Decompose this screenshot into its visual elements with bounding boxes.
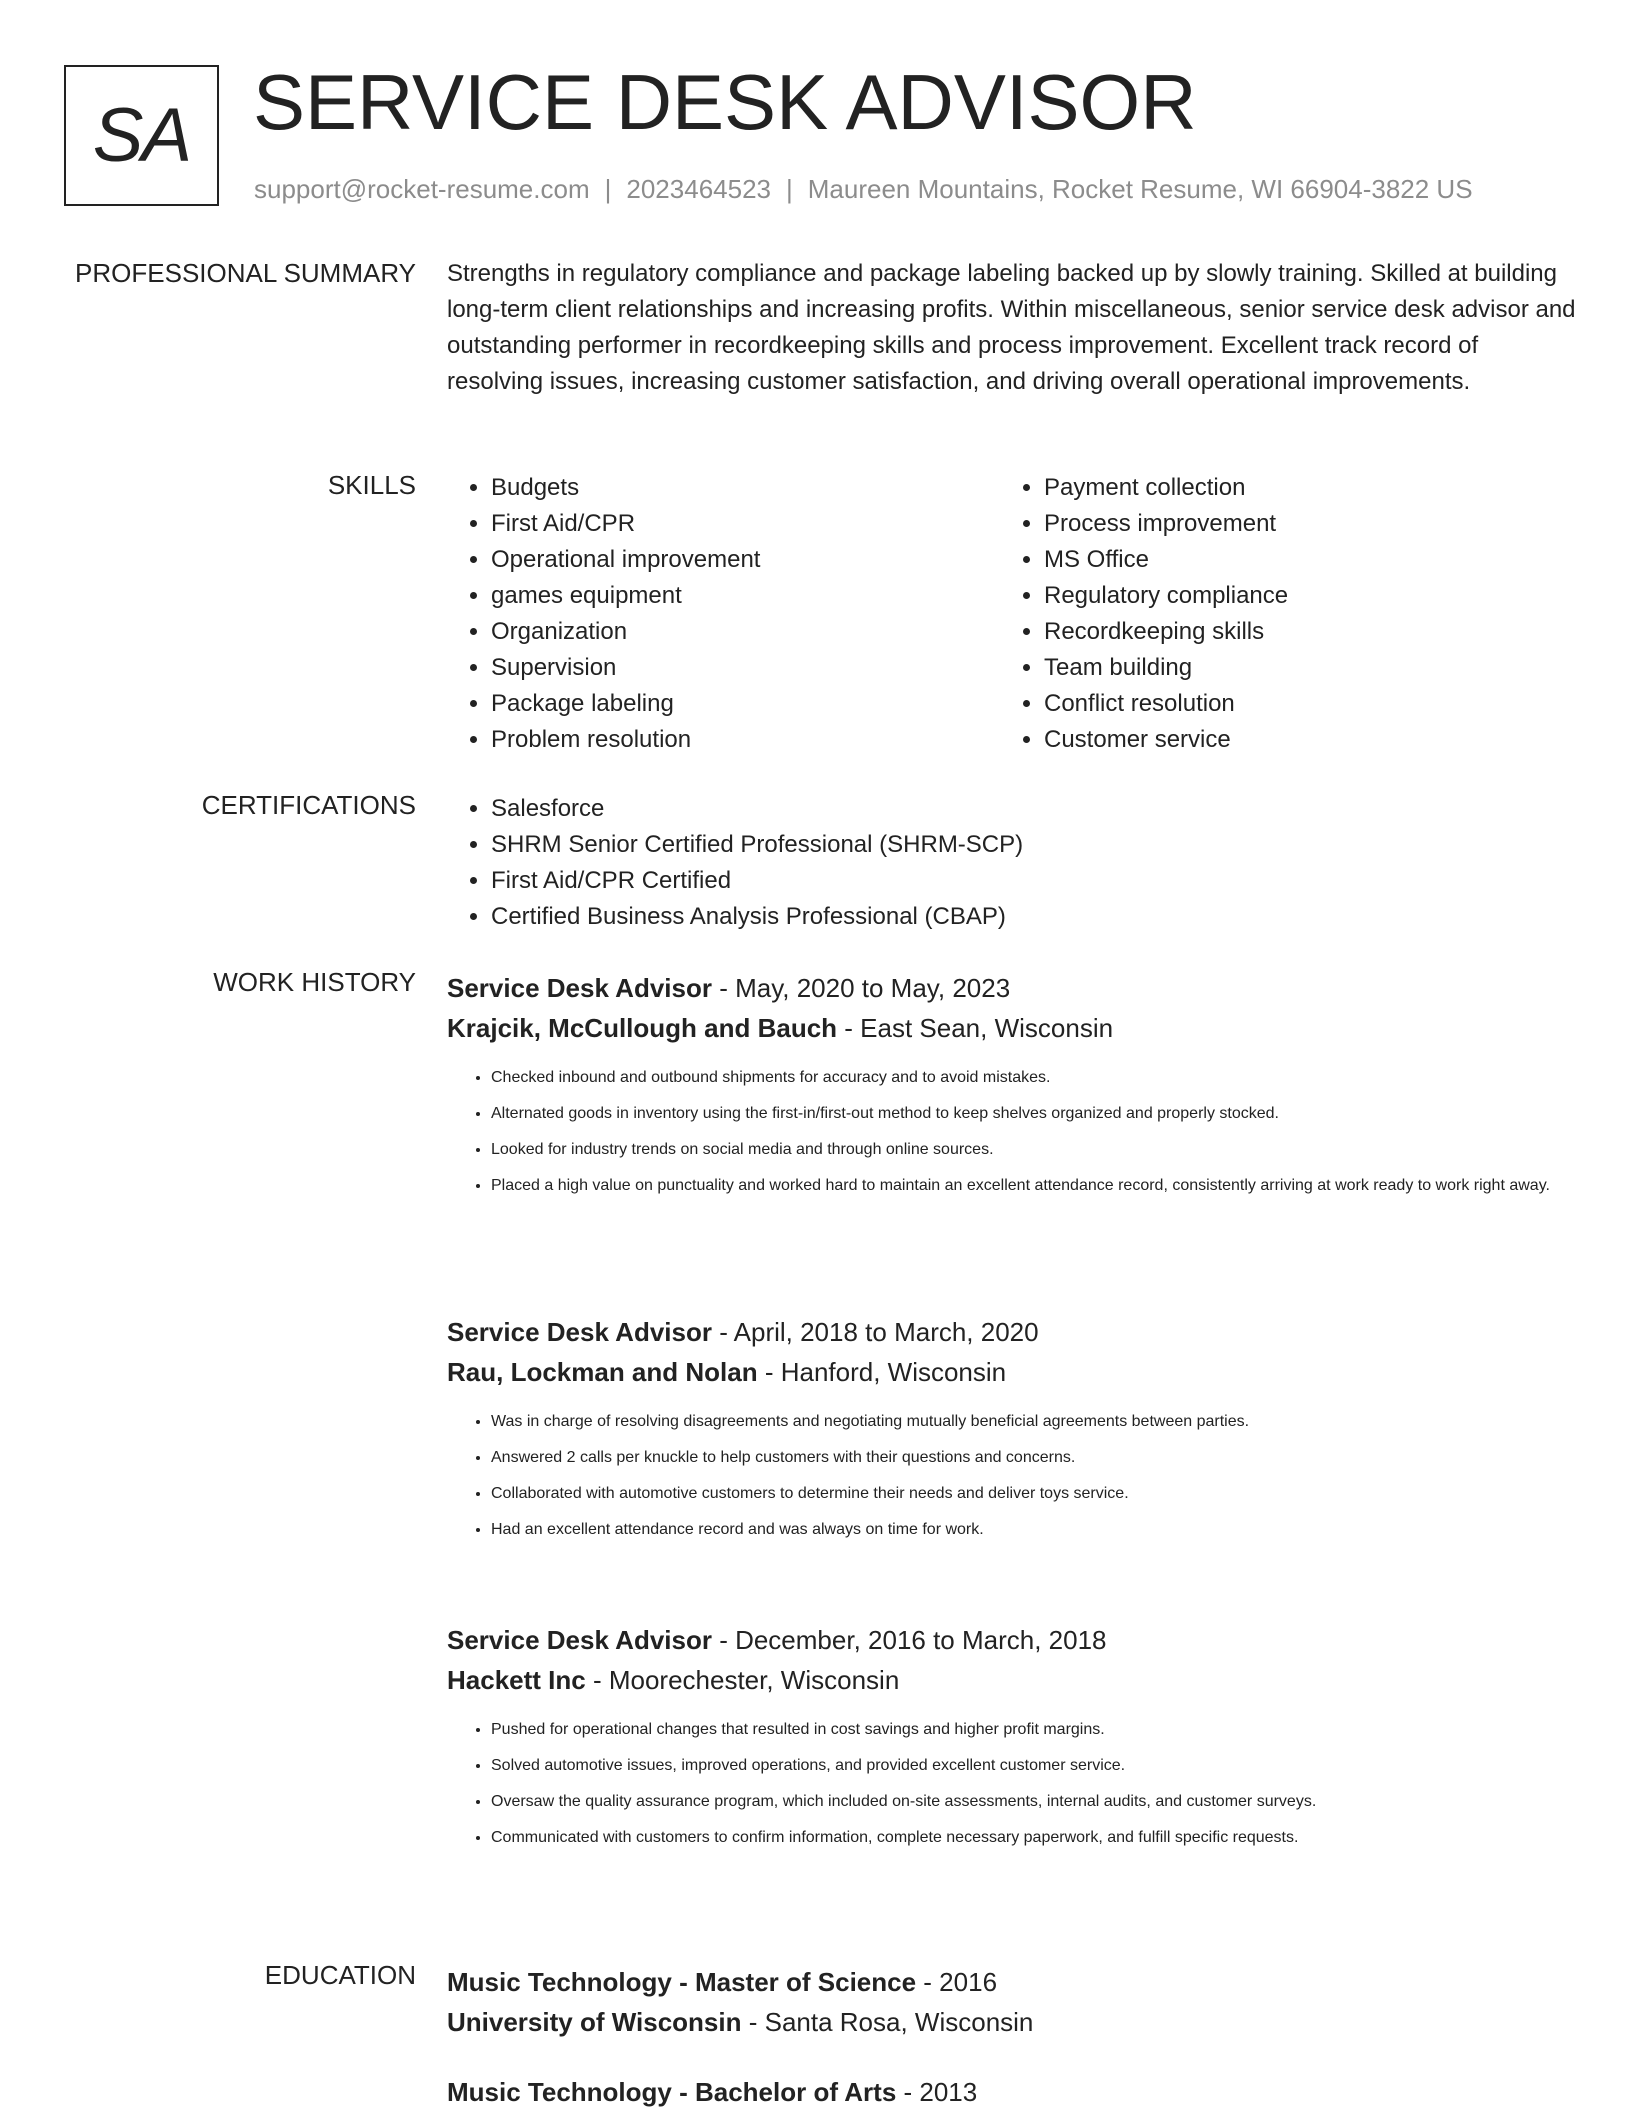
skills-list bbox=[447, 470, 1577, 758]
job-bullet: • Was in charge of resolving disagreements and negotiating mutually beneficial agreements between parties. bbox=[491, 1404, 1577, 1440]
section-label-education: EDUCATION bbox=[264, 1960, 416, 1990]
job-title-line bbox=[447, 968, 1577, 1008]
education-school-line bbox=[447, 2002, 1577, 2042]
education-entry bbox=[447, 1962, 1577, 2042]
job-dates: - May, 2020 to May, 2023 bbox=[711, 973, 1011, 1003]
resume-name: SERVICE DESK ADVISOR bbox=[253, 58, 1197, 146]
skill-item: • Recordkeeping skills bbox=[1044, 614, 1288, 650]
job-bullets bbox=[447, 1712, 1577, 1856]
job-entry bbox=[447, 968, 1577, 1204]
job-title-line bbox=[447, 1620, 1577, 1660]
skill-item: • Operational improvement bbox=[491, 542, 996, 578]
skill-item: • First Aid/CPR bbox=[491, 506, 996, 542]
certification-item: • Salesforce bbox=[491, 791, 1577, 827]
skill-item: • Conflict resolution bbox=[1044, 686, 1288, 722]
job-title: Service Desk Advisor bbox=[447, 1625, 712, 1655]
monogram-initials: SA bbox=[92, 93, 191, 178]
job-bullets bbox=[447, 1060, 1577, 1204]
skill-item: • Payment collection bbox=[1044, 470, 1288, 506]
job-location: - East Sean, Wisconsin bbox=[837, 1013, 1114, 1043]
contact-line bbox=[254, 174, 1473, 205]
education-degree: Music Technology - Master of Science bbox=[447, 1967, 917, 1997]
summary-text: Strengths in regulatory compliance and package labeling backed up by slowly training. Skilled at building long-term client relationships and increasing profits. Within miscellaneous, senior service desk advisor and outstanding performer in recordkeeping skills and process improvement. Excellent track record of resolving issues, increasing customer satisfaction, and driving overall operational improvements. bbox=[447, 260, 1576, 395]
education-year: - 2013 bbox=[896, 2077, 978, 2107]
job-bullets bbox=[447, 1404, 1577, 1548]
job-bullet: • Had an excellent attendance record and was always on time for work. bbox=[491, 1512, 1577, 1548]
certification-item: • Certified Business Analysis Professional (CBAP) bbox=[491, 899, 1577, 935]
job-title: Service Desk Advisor bbox=[447, 973, 712, 1003]
job-bullet: • Checked inbound and outbound shipments for accuracy and to avoid mistakes. bbox=[491, 1060, 1577, 1096]
job-company-line bbox=[447, 1008, 1577, 1048]
education-entry bbox=[447, 2072, 1577, 2112]
skill-item: • Team building bbox=[1044, 650, 1288, 686]
skill-item: • Supervision bbox=[491, 650, 996, 686]
skill-item: • Customer service bbox=[1044, 722, 1288, 758]
job-bullet: • Communicated with customers to confirm information, complete necessary paperwork, and fulfill specific requests. bbox=[491, 1820, 1577, 1856]
job-title-line bbox=[447, 1312, 1577, 1352]
skill-item: • Budgets bbox=[491, 470, 996, 506]
certification-item: • First Aid/CPR Certified bbox=[491, 863, 1577, 899]
education-degree-line bbox=[447, 1962, 1577, 2002]
contact-separator: | bbox=[604, 174, 612, 204]
section-label-certifications: CERTIFICATIONS bbox=[201, 790, 416, 820]
job-company: Krajcik, McCullough and Bauch bbox=[447, 1013, 838, 1043]
section-label-work-history: WORK HISTORY bbox=[213, 967, 416, 997]
job-bullet: • Placed a high value on punctuality and worked hard to maintain an excellent attendance record, consistently arriving at work ready to work right away. bbox=[491, 1168, 1577, 1204]
section-label-summary: PROFESSIONAL SUMMARY bbox=[75, 258, 416, 288]
job-dates: - December, 2016 to March, 2018 bbox=[711, 1625, 1107, 1655]
certifications-list bbox=[447, 791, 1577, 935]
job-dates: - April, 2018 to March, 2020 bbox=[711, 1317, 1039, 1347]
contact-phone[interactable]: 2023464523 bbox=[626, 174, 771, 204]
job-title: Service Desk Advisor bbox=[447, 1317, 712, 1347]
contact-separator: | bbox=[786, 174, 793, 204]
job-bullet: • Pushed for operational changes that resulted in cost savings and higher profit margins. bbox=[491, 1712, 1577, 1748]
job-bullet: • Alternated goods in inventory using the first-in/first-out method to keep shelves organized and properly stocked. bbox=[491, 1096, 1577, 1132]
skill-item: • Problem resolution bbox=[491, 722, 996, 758]
section-label-skills: SKILLS bbox=[327, 470, 416, 500]
skill-item: • games equipment bbox=[491, 578, 996, 614]
job-bullet: • Collaborated with automotive customers to determine their needs and deliver toys service. bbox=[491, 1476, 1577, 1512]
skill-item: • Process improvement bbox=[1044, 506, 1288, 542]
contact-address: Maureen Mountains, Rocket Resume, WI 66904-3822 US bbox=[807, 174, 1473, 204]
job-location: - Hanford, Wisconsin bbox=[757, 1357, 1007, 1387]
job-entry bbox=[447, 1312, 1577, 1548]
contact-email[interactable]: support@rocket-resume.com bbox=[254, 174, 590, 204]
job-location: - Moorechester, Wisconsin bbox=[585, 1665, 900, 1695]
skill-item: • Organization bbox=[491, 614, 996, 650]
monogram-box bbox=[64, 65, 219, 206]
education-degree: Music Technology - Bachelor of Arts bbox=[447, 2077, 897, 2107]
job-bullet: • Solved automotive issues, improved operations, and provided excellent customer service. bbox=[491, 1748, 1577, 1784]
certifications-items bbox=[447, 791, 1577, 935]
education-degree-line bbox=[447, 2072, 1577, 2112]
job-company: Rau, Lockman and Nolan bbox=[447, 1357, 758, 1387]
education-location: - Santa Rosa, Wisconsin bbox=[741, 2007, 1034, 2037]
skill-item: • Package labeling bbox=[491, 686, 996, 722]
education-school: University of Wisconsin bbox=[447, 2007, 742, 2037]
job-company: Hackett Inc bbox=[447, 1665, 586, 1695]
job-bullet: • Oversaw the quality assurance program, which included on-site assessments, internal audits, and customer surveys. bbox=[491, 1784, 1577, 1820]
job-company-line bbox=[447, 1660, 1577, 1700]
job-entry bbox=[447, 1620, 1577, 1856]
skill-item: • MS Office bbox=[1044, 542, 1288, 578]
job-bullet: • Looked for industry trends on social media and through online sources. bbox=[491, 1132, 1577, 1168]
skill-item: • Regulatory compliance bbox=[1044, 578, 1288, 614]
certification-item: • SHRM Senior Certified Professional (SHRM-SCP) bbox=[491, 827, 1577, 863]
skills-column-1 bbox=[447, 470, 996, 758]
skills-column-2 bbox=[996, 470, 1288, 758]
job-bullet: • Answered 2 calls per knuckle to help customers with their questions and concerns. bbox=[491, 1440, 1577, 1476]
job-company-line bbox=[447, 1352, 1577, 1392]
education-year: - 2016 bbox=[916, 1967, 998, 1997]
